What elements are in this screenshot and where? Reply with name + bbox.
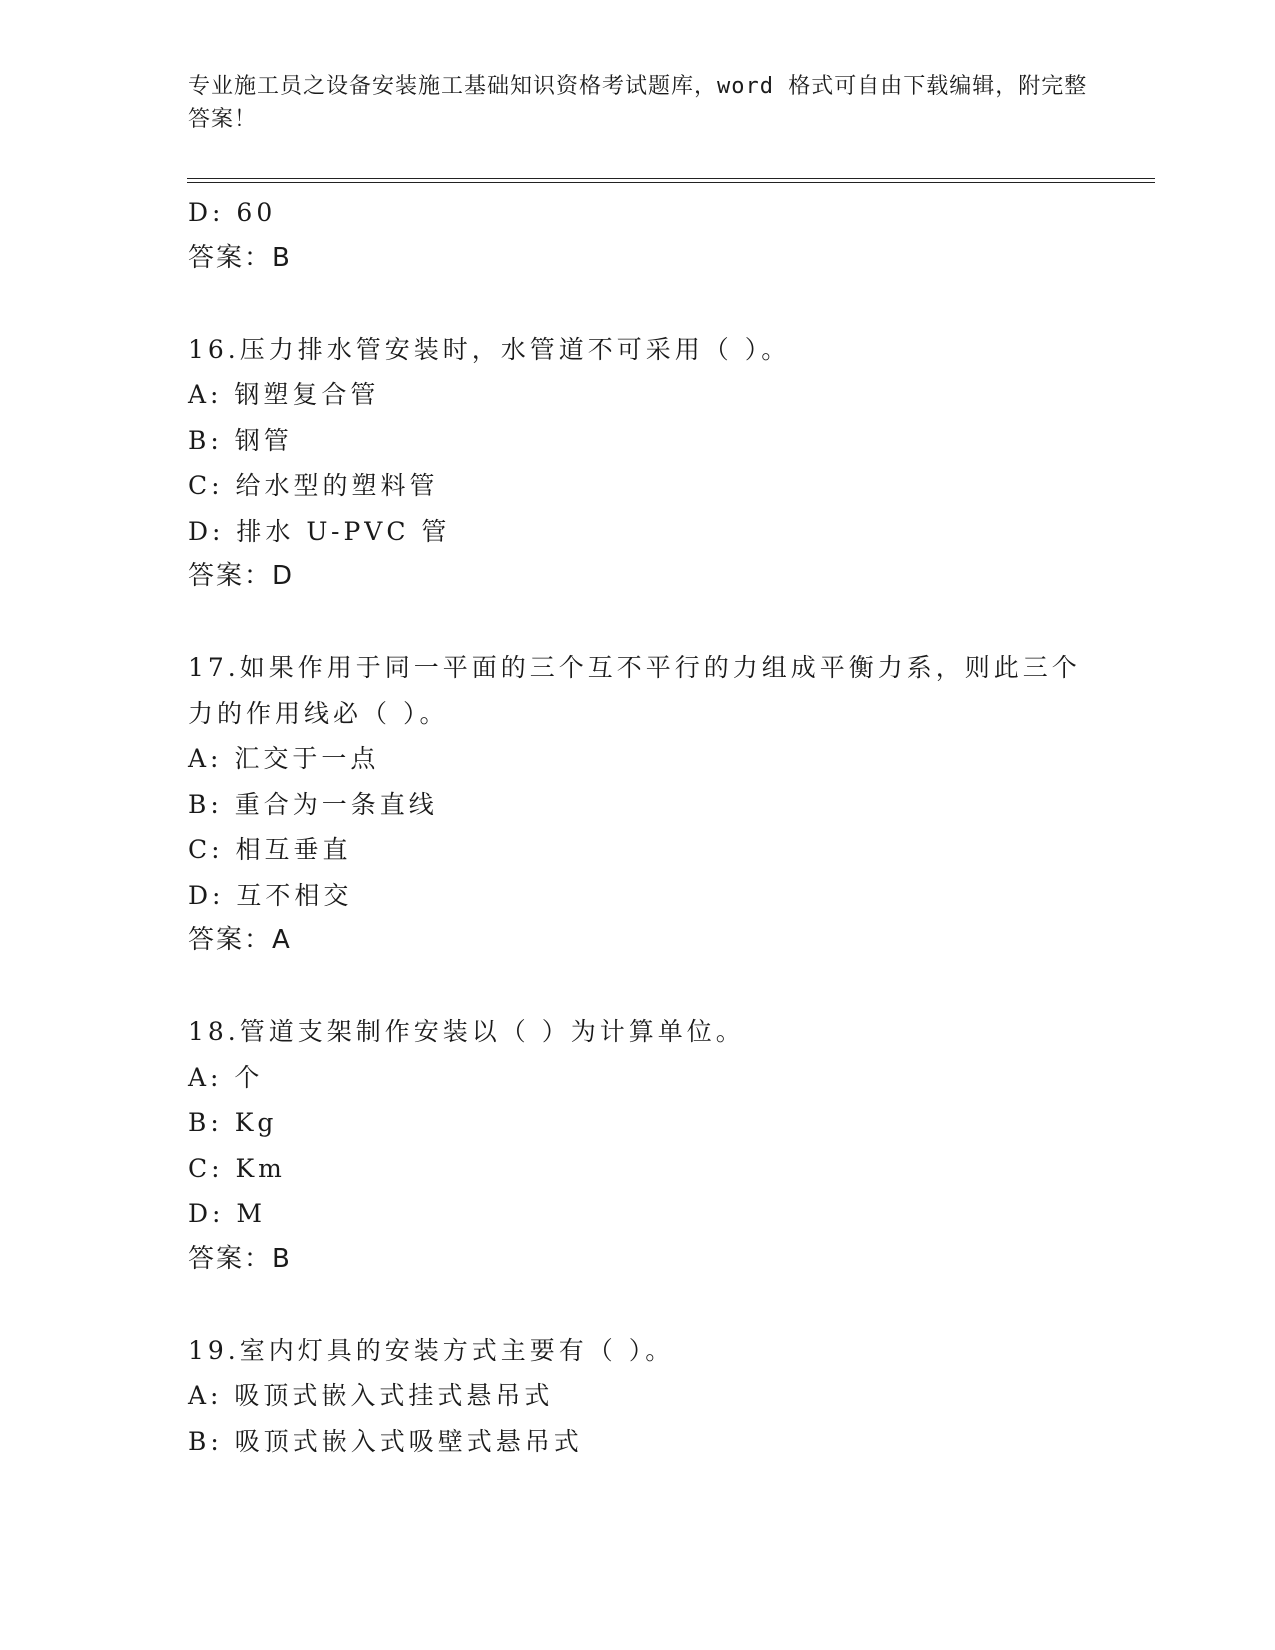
- question-18: [188, 1009, 1108, 1282]
- question-16: [188, 327, 1108, 600]
- option-b: B: 钢管: [188, 425, 293, 455]
- option-a: A: 汇交于一点: [188, 744, 380, 773]
- header-divider-top: [187, 178, 1155, 179]
- header-text: 专业施工员之设备安装施工基础知识资格考试题库，word 格式可自由下载编辑，附完整答案！: [188, 74, 1088, 132]
- answer-line: 答案：D: [188, 561, 295, 591]
- option-c: C: 给水型的塑料管: [188, 471, 439, 500]
- question-list: [188, 190, 1108, 1464]
- question-stem-continued: 力的作用线必（ ）。: [188, 698, 449, 728]
- answer-line: 答案：B: [188, 1243, 292, 1274]
- answer-line: 答案：A: [188, 925, 292, 955]
- option-d: D: 60: [188, 198, 277, 227]
- question-stem: 19.室内灯具的安装方式主要有（ ）。: [188, 1335, 675, 1365]
- question-19: [188, 1328, 1108, 1465]
- option-b: B: 重合为一条直线: [188, 789, 438, 819]
- question-stem: 18.管道支架制作安装以（ ）为计算单位。: [188, 1017, 745, 1046]
- option-d: D: M: [188, 1199, 267, 1228]
- option-b: B: Kg: [188, 1108, 278, 1137]
- answer-line: 答案：B: [188, 242, 292, 273]
- question-17: [188, 645, 1108, 964]
- spacer: [188, 1282, 1108, 1328]
- spacer: [188, 600, 1108, 646]
- option-a: A: 个: [188, 1062, 264, 1092]
- option-d: D: 排水 U-PVC 管: [188, 516, 451, 546]
- option-c: C: Km: [188, 1153, 286, 1183]
- header-divider-bottom: [187, 182, 1155, 183]
- document-header: [188, 70, 1088, 136]
- option-d: D: 互不相交: [188, 880, 353, 910]
- question-stem: 16.压力排水管安装时，水管道不可采用（ ）。: [188, 334, 791, 364]
- option-a: A: 钢塑复合管: [188, 380, 380, 409]
- option-a: A: 吸顶式嵌入式挂式悬吊式: [188, 1381, 554, 1410]
- spacer: [188, 281, 1108, 327]
- spacer: [188, 964, 1108, 1010]
- option-b: B: 吸顶式嵌入式吸壁式悬吊式: [188, 1426, 583, 1456]
- question-stem: 17.如果作用于同一平面的三个互不平行的力组成平衡力系，则此三个: [188, 653, 1081, 682]
- option-c: C: 相互垂直: [188, 835, 352, 864]
